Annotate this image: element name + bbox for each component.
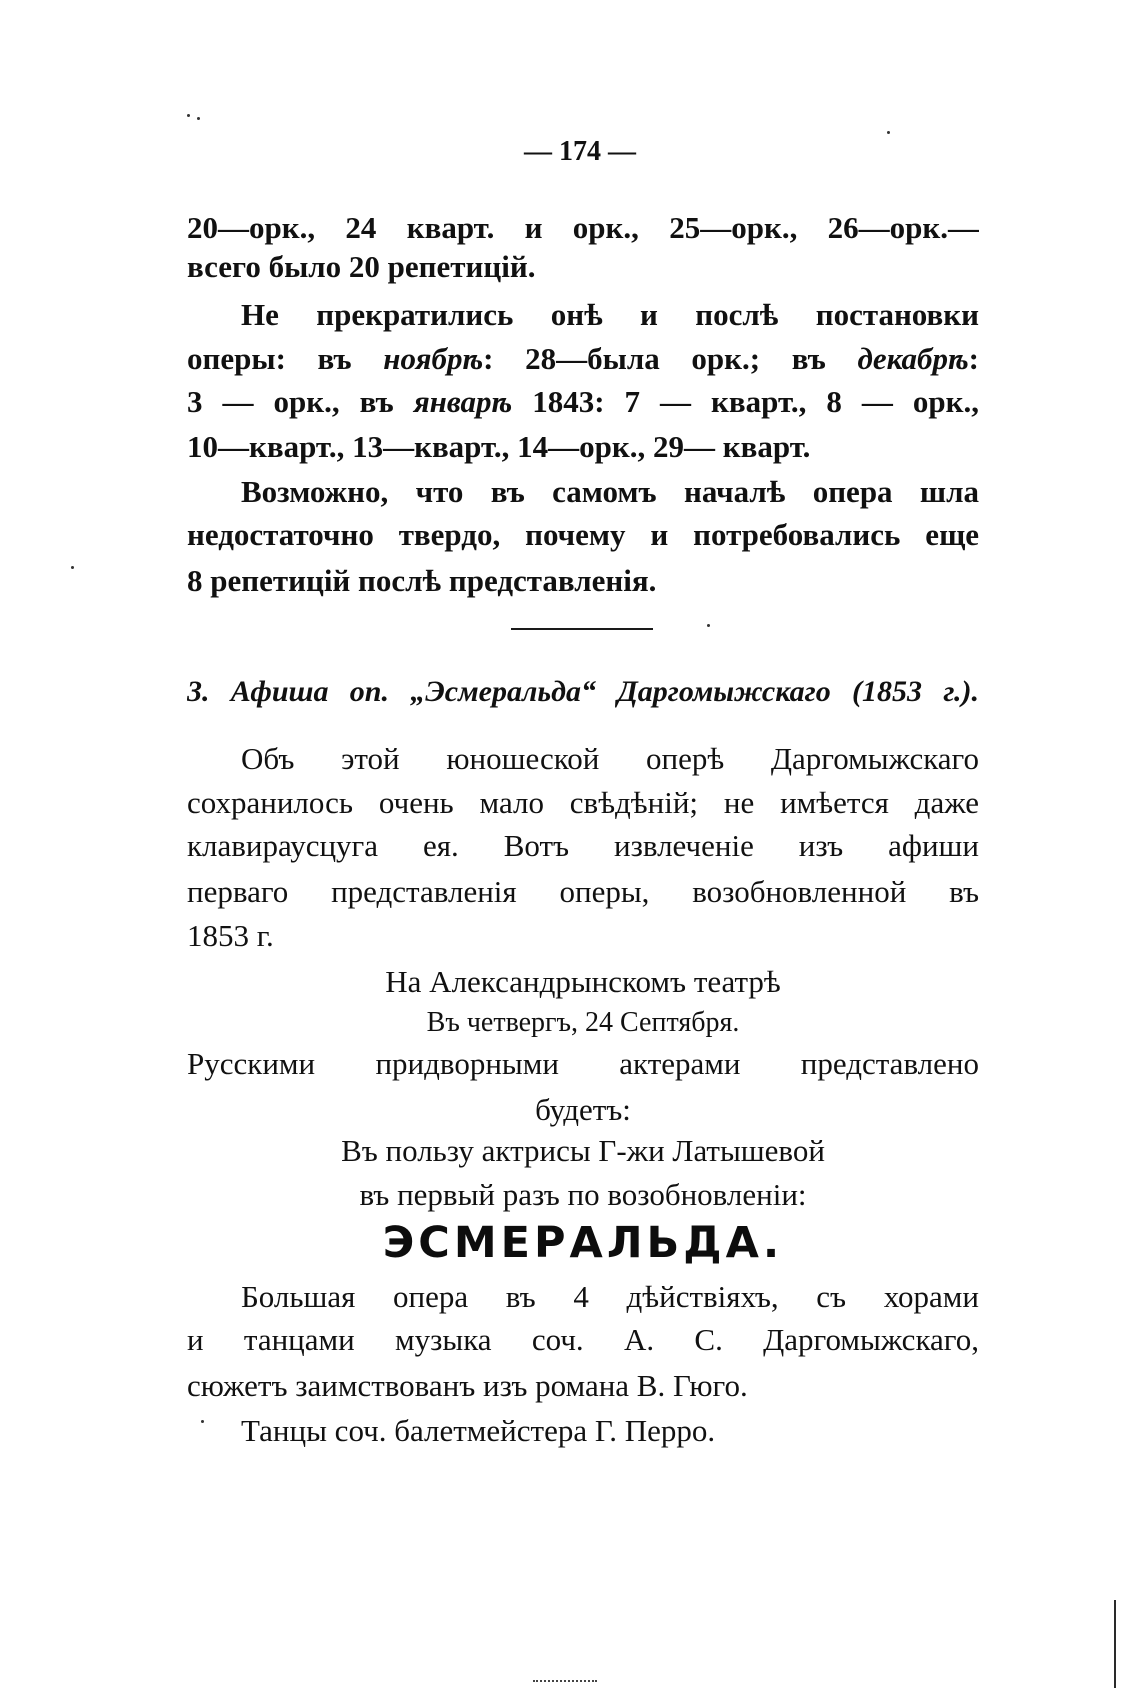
playbill-description-line-2: и танцами музыка соч. А. С. Даргомыжскаго, (187, 1322, 979, 1357)
playbill-presented-line-2: будетъ: (535, 1092, 631, 1127)
scan-speck (197, 117, 200, 120)
note-line-3: 8 репетицій послѣ представленія. (187, 563, 657, 598)
intro-line-3: клавираусцуга ея. Вотъ извлеченіе изъ афиши (187, 828, 979, 863)
intro-line-1: Объ этой юношеской оперѣ Даргомыжскаго (241, 741, 979, 776)
playbill-opera-title: ЭСМЕРАЛЬДА. (382, 1218, 784, 1268)
scan-speck (71, 566, 74, 569)
after-premiere-line-3 (187, 380, 979, 424)
after-premiere-line-2 (187, 337, 979, 381)
month-november: ноябрѣ (383, 341, 484, 376)
note-line-2: недостаточно твердо, почему и потребовались еще (187, 517, 979, 552)
playbill-theatre: На Александрынскомъ театрѣ (385, 964, 781, 999)
after-premiere-line-1: Не прекратились онѣ и послѣ постановки (241, 297, 979, 332)
text-segment: 1843: 7 — кварт., 8 — орк., (512, 384, 979, 419)
section-divider (511, 628, 653, 630)
scan-speck (887, 131, 890, 134)
section-heading: 3. Афиша оп. „Эсмеральда“ Даргомыжскаго (1853 г.). (187, 675, 979, 708)
rehearsals-line-2: всего было 20 репетицій. (187, 249, 536, 284)
playbill-presented-line-1: Русскими придворными актерами представлено (187, 1046, 979, 1081)
page-number: — 174 — (524, 136, 636, 167)
text-segment: : (968, 341, 979, 376)
scan-bottom-mark (533, 1680, 597, 1682)
text-segment: 3 — орк., въ (187, 384, 414, 419)
intro-line-4: перваго представленія оперы, возобновленной въ (187, 874, 979, 909)
playbill-benefit: Въ пользу актрисы Г-жи Латышевой (341, 1133, 825, 1168)
scan-speck (201, 1420, 204, 1423)
note-line-1: Возможно, что въ самомъ началѣ опера шла (241, 474, 979, 509)
playbill-description-line-4: Танцы соч. балетмейстера Г. Перро. (241, 1413, 716, 1448)
after-premiere-line-4: 10—кварт., 13—кварт., 14—орк., 29— кварт. (187, 429, 811, 464)
playbill-description-line-3: сюжетъ заимствованъ изъ романа В. Гюго. (187, 1368, 748, 1403)
playbill-description-line-1: Большая опера въ 4 дѣйствіяхъ, съ хорами (241, 1279, 979, 1314)
intro-line-5: 1853 г. (187, 918, 274, 953)
month-december: декабрѣ (857, 341, 969, 376)
playbill-revival: въ первый разъ по возобновленіи: (359, 1177, 807, 1212)
intro-line-2: сохранилось очень мало свѣдѣній; не имѣется даже (187, 785, 979, 820)
month-january: январѣ (413, 384, 513, 419)
playbill-date: Въ четвергъ, 24 Септября. (426, 1007, 740, 1038)
scan-speck (707, 624, 710, 627)
rehearsals-line-1: 20—орк., 24 кварт. и орк., 25—орк., 26—орк.— (187, 210, 979, 245)
scan-speck (187, 114, 190, 117)
page-edge-line (1114, 1600, 1116, 1688)
text-segment: оперы: въ (187, 341, 384, 376)
text-segment: : 28—была орк.; въ (483, 341, 858, 376)
